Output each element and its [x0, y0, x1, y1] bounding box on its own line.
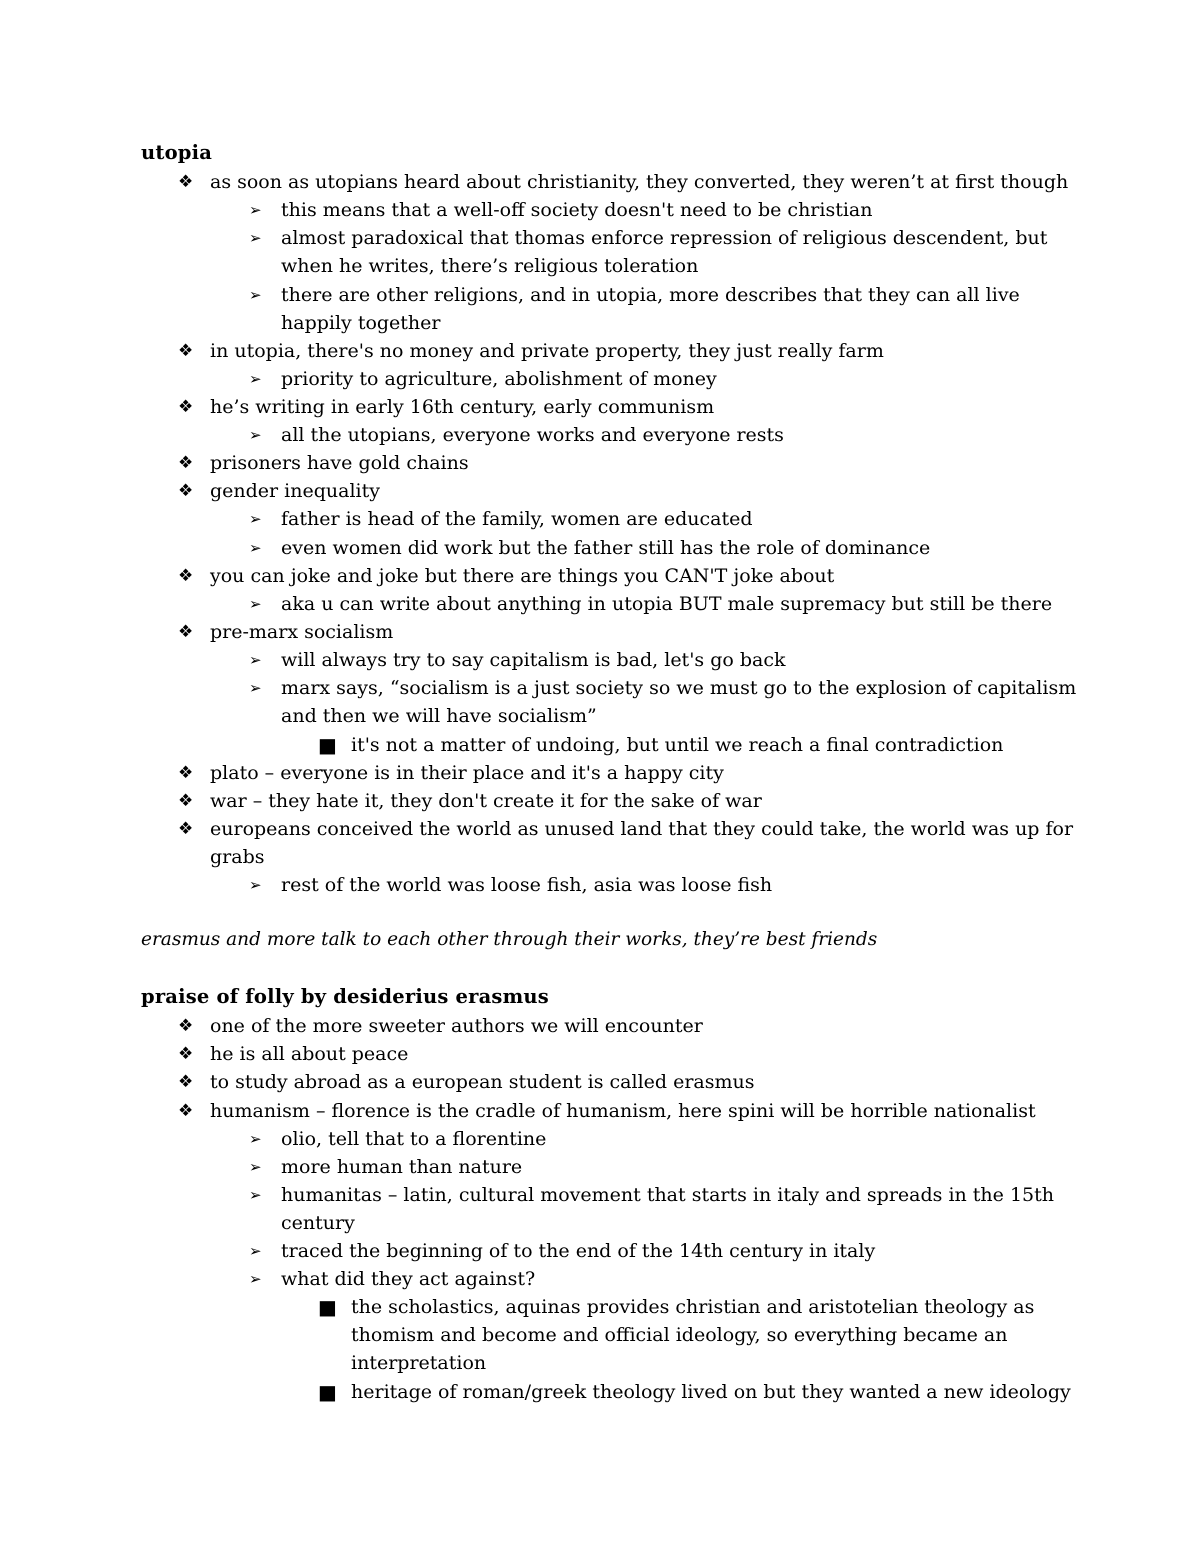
list-item-text: this means that a well-off society doesn't need to be christian [281, 199, 873, 221]
arrow-bullet-icon: ➢ [249, 229, 262, 247]
diamond-bullet-icon: ❖ [178, 791, 194, 811]
list-item-text: in utopia, there's no money and private property, they just really farm [210, 340, 884, 362]
arrow-bullet-icon: ➢ [249, 201, 262, 219]
list-item-text: will always try to say capitalism is bad, let's go back [281, 649, 786, 671]
diamond-bullet-icon: ❖ [178, 481, 194, 501]
list-item-text: there are other religions, and in utopia, more describes that they can all live happily together [281, 284, 1020, 334]
list-item-text: humanism – florence is the cradle of humanism, here spini will be horrible nationalist [210, 1100, 1036, 1122]
square-bullet-icon: ■ [318, 1295, 337, 1319]
arrow-bullet-icon: ➢ [249, 1130, 262, 1148]
diamond-bullet-icon: ❖ [178, 1072, 194, 1092]
diamond-bullet-icon: ❖ [178, 172, 194, 192]
diamond-bullet-icon: ❖ [178, 566, 194, 586]
list-item-text: as soon as utopians heard about christianity, they converted, they weren’t at first though [210, 171, 1069, 193]
diamond-bullet-icon: ❖ [178, 622, 194, 642]
list-item-text: all the utopians, everyone works and everyone rests [281, 424, 784, 446]
arrow-bullet-icon: ➢ [249, 651, 262, 669]
list-item-text: almost paradoxical that thomas enforce repression of religious descendent, but when he writes, there’s religious toleration [281, 227, 1048, 277]
arrow-bullet-icon: ➢ [249, 539, 262, 557]
list-item-text: traced the beginning of to the end of the 14th century in italy [281, 1240, 876, 1262]
arrow-bullet-icon: ➢ [249, 286, 262, 304]
list-item-text: rest of the world was loose fish, asia was loose fish [281, 874, 773, 896]
list-item-text: what did they act against? [281, 1268, 536, 1290]
diamond-bullet-icon: ❖ [178, 1044, 194, 1064]
list-item-text: one of the more sweeter authors we will encounter [210, 1015, 703, 1037]
arrow-bullet-icon: ➢ [249, 1186, 262, 1204]
list-item-text: heritage of roman/greek theology lived on but they wanted a new ideology [351, 1381, 1071, 1403]
list-item-text: gender inequality [210, 480, 380, 502]
arrow-bullet-icon: ➢ [249, 1242, 262, 1260]
list-item-text: more human than nature [281, 1156, 523, 1178]
list-item-text: plato – everyone is in their place and it's a happy city [210, 762, 724, 784]
list-item-text: father is head of the family, women are educated [281, 508, 753, 530]
diamond-bullet-icon: ❖ [178, 1016, 194, 1036]
square-bullet-icon: ■ [318, 733, 337, 757]
list-item-text: humanitas – latin, cultural movement that starts in italy and spreads in the 15th century [281, 1184, 1054, 1234]
arrow-bullet-icon: ➢ [249, 1158, 262, 1176]
list-item-text: he is all about peace [210, 1043, 409, 1065]
list-item-text: priority to agriculture, abolishment of money [281, 368, 717, 390]
diamond-bullet-icon: ❖ [178, 341, 194, 361]
square-bullet-icon: ■ [318, 1380, 337, 1404]
list-item-text: he’s writing in early 16th century, early communism [210, 396, 715, 418]
arrow-bullet-icon: ➢ [249, 370, 262, 388]
italic-note: erasmus and more talk to each other through their works, they’re best friends [141, 929, 878, 950]
diamond-bullet-icon: ❖ [178, 397, 194, 417]
list-item-text: it's not a matter of undoing, but until we reach a final contradiction [351, 734, 1004, 756]
list-item-text: olio, tell that to a florentine [281, 1128, 547, 1150]
arrow-bullet-icon: ➢ [249, 595, 262, 613]
list-item-text: marx says, “socialism is a just society so we must go to the explosion of capitalism and then we will have socialism” [281, 677, 1077, 727]
arrow-bullet-icon: ➢ [249, 510, 262, 528]
list-item-text: europeans conceived the world as unused land that they could take, the world was up for grabs [210, 818, 1074, 868]
section-heading-praise-of-folly: praise of folly by desiderius erasmus [141, 985, 549, 1008]
diamond-bullet-icon: ❖ [178, 819, 194, 839]
diamond-bullet-icon: ❖ [178, 763, 194, 783]
diamond-bullet-icon: ❖ [178, 453, 194, 473]
diamond-bullet-icon: ❖ [178, 1101, 194, 1121]
list-item-text: the scholastics, aquinas provides christian and aristotelian theology as thomism and become and official ideology, so everything became an interpretation [351, 1296, 1035, 1374]
arrow-bullet-icon: ➢ [249, 876, 262, 894]
list-item-text: war – they hate it, they don't create it for the sake of war [210, 790, 762, 812]
list-item-text: aka u can write about anything in utopia BUT male supremacy but still be there [281, 593, 1053, 615]
arrow-bullet-icon: ➢ [249, 426, 262, 444]
section-heading-utopia: utopia [141, 141, 213, 164]
arrow-bullet-icon: ➢ [249, 1270, 262, 1288]
list-item-text: pre-marx socialism [210, 621, 394, 643]
arrow-bullet-icon: ➢ [249, 679, 262, 697]
list-item-text: even women did work but the father still has the role of dominance [281, 537, 931, 559]
list-item-text: you can joke and joke but there are things you CAN'T joke about [210, 565, 835, 587]
list-item-text: prisoners have gold chains [210, 452, 469, 474]
list-item-text: to study abroad as a european student is called erasmus [210, 1071, 755, 1093]
